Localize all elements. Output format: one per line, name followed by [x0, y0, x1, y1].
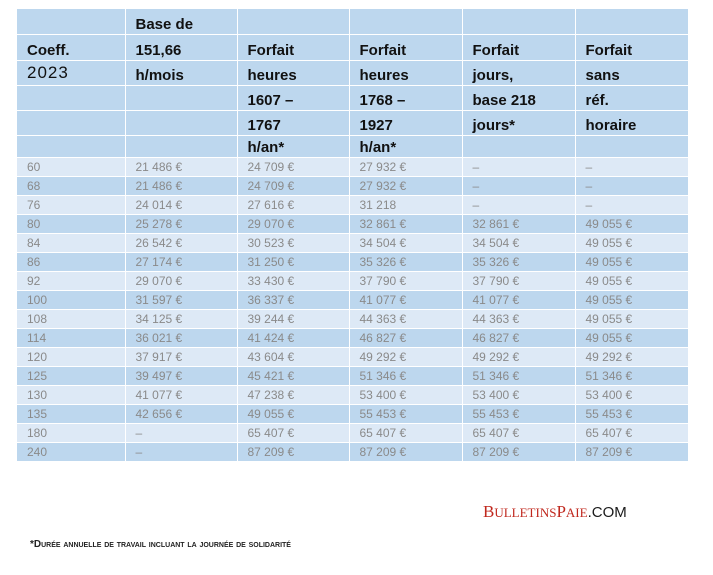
value-cell: 39 497 € [125, 367, 237, 386]
header-cell [17, 9, 125, 35]
value-cell: 35 326 € [349, 253, 462, 272]
header-cell [17, 111, 125, 136]
header-cell: Forfait [349, 35, 462, 61]
value-cell: 37 917 € [125, 348, 237, 367]
coeff-cell: 180 [17, 424, 125, 443]
value-cell: 65 407 € [237, 424, 349, 443]
value-cell: 65 407 € [575, 424, 688, 443]
table-row [17, 348, 688, 367]
header-cell: Forfait [462, 35, 575, 61]
value-cell: 49 292 € [349, 348, 462, 367]
table-row [17, 158, 688, 177]
table-row [17, 405, 688, 424]
header-cell: heures [349, 61, 462, 86]
value-cell: 36 021 € [125, 329, 237, 348]
value-cell: 53 400 € [349, 386, 462, 405]
header-cell: h/mois [125, 61, 237, 86]
value-cell: 34 504 € [462, 234, 575, 253]
coeff-cell: 84 [17, 234, 125, 253]
coeff-cell: 130 [17, 386, 125, 405]
value-cell: 31 218 [349, 196, 462, 215]
header-cell: 151,66 [125, 35, 237, 61]
coeff-cell: 80 [17, 215, 125, 234]
value-cell: – [462, 196, 575, 215]
coeff-cell: 86 [17, 253, 125, 272]
brand-initial-b: B [483, 502, 495, 521]
table-body [17, 158, 688, 462]
header-cell: heures [237, 61, 349, 86]
value-cell: 51 346 € [575, 367, 688, 386]
value-cell: 49 055 € [575, 291, 688, 310]
value-cell: 49 055 € [575, 272, 688, 291]
value-cell: 49 055 € [575, 234, 688, 253]
value-cell: 39 244 € [237, 310, 349, 329]
value-cell: 27 932 € [349, 177, 462, 196]
value-cell: 49 292 € [462, 348, 575, 367]
table-row [17, 177, 688, 196]
header-cell: 1607 – [237, 86, 349, 111]
value-cell: – [462, 177, 575, 196]
value-cell: 55 453 € [462, 405, 575, 424]
value-cell: 29 070 € [237, 215, 349, 234]
value-cell: 24 014 € [125, 196, 237, 215]
coeff-cell: 60 [17, 158, 125, 177]
value-cell: – [125, 443, 237, 462]
header-cell: Forfait [237, 35, 349, 61]
value-cell: 44 363 € [349, 310, 462, 329]
value-cell: 32 861 € [462, 215, 575, 234]
value-cell: 87 209 € [462, 443, 575, 462]
value-cell: 41 077 € [349, 291, 462, 310]
table-row [17, 196, 688, 215]
value-cell: 37 790 € [349, 272, 462, 291]
table-row [17, 215, 688, 234]
value-cell: 37 790 € [462, 272, 575, 291]
table-header [17, 9, 688, 158]
value-cell: 36 337 € [237, 291, 349, 310]
value-cell: 55 453 € [349, 405, 462, 424]
header-cell: 1927 [349, 111, 462, 136]
value-cell: 31 250 € [237, 253, 349, 272]
value-cell: 41 077 € [462, 291, 575, 310]
header-cell: 1768 – [349, 86, 462, 111]
header-cell [125, 86, 237, 111]
value-cell: 87 209 € [237, 443, 349, 462]
value-cell: 26 542 € [125, 234, 237, 253]
value-cell: – [575, 177, 688, 196]
header-cell: 1767 [237, 111, 349, 136]
value-cell: 42 656 € [125, 405, 237, 424]
value-cell: – [575, 196, 688, 215]
value-cell: 25 278 € [125, 215, 237, 234]
coeff-cell: 92 [17, 272, 125, 291]
header-cell [575, 9, 688, 35]
header-cell [17, 86, 125, 111]
header-cell: réf. [575, 86, 688, 111]
value-cell: 47 238 € [237, 386, 349, 405]
header-cell [462, 136, 575, 158]
value-cell: 49 055 € [575, 253, 688, 272]
header-cell: horaire [575, 111, 688, 136]
value-cell: 44 363 € [462, 310, 575, 329]
value-cell: 35 326 € [462, 253, 575, 272]
brand-word-aie: AIE [565, 505, 588, 520]
header-cell [349, 9, 462, 35]
brand-initial-p: P [556, 502, 566, 521]
value-cell: 41 077 € [125, 386, 237, 405]
brand-logo [483, 502, 627, 522]
value-cell: 51 346 € [349, 367, 462, 386]
value-cell: 49 055 € [575, 329, 688, 348]
header-cell [17, 136, 125, 158]
coeff-cell: 135 [17, 405, 125, 424]
table-row [17, 367, 688, 386]
coeff-cell: 100 [17, 291, 125, 310]
header-cell: Base de [125, 9, 237, 35]
header-cell [125, 136, 237, 158]
value-cell: 27 616 € [237, 196, 349, 215]
coeff-cell: 114 [17, 329, 125, 348]
coeff-cell: 240 [17, 443, 125, 462]
header-cell [125, 111, 237, 136]
header-cell: jours* [462, 111, 575, 136]
brand-word-ulletins: ULLETINS [494, 505, 557, 520]
header-cell [575, 136, 688, 158]
value-cell: 49 055 € [575, 310, 688, 329]
footnote: *Durée annuelle de travail incluant la journée de solidarité [30, 539, 291, 550]
header-cell: sans [575, 61, 688, 86]
table-row [17, 234, 688, 253]
value-cell: 45 421 € [237, 367, 349, 386]
value-cell: 34 125 € [125, 310, 237, 329]
header-cell: base 218 [462, 86, 575, 111]
value-cell: 65 407 € [462, 424, 575, 443]
header-cell: h/an* [349, 136, 462, 158]
value-cell: 41 424 € [237, 329, 349, 348]
value-cell: 24 709 € [237, 158, 349, 177]
value-cell: 46 827 € [462, 329, 575, 348]
value-cell: 24 709 € [237, 177, 349, 196]
value-cell: 46 827 € [349, 329, 462, 348]
value-cell: 87 209 € [575, 443, 688, 462]
value-cell: 21 486 € [125, 177, 237, 196]
header-cell: h/an* [237, 136, 349, 158]
value-cell: 43 604 € [237, 348, 349, 367]
header-cell: Forfait [575, 35, 688, 61]
year-label: 2023 [17, 61, 125, 86]
value-cell: 55 453 € [575, 405, 688, 424]
value-cell: – [462, 158, 575, 177]
header-cell: Coeff. [17, 35, 125, 61]
coeff-cell: 108 [17, 310, 125, 329]
value-cell: 51 346 € [462, 367, 575, 386]
header-cell [237, 9, 349, 35]
value-cell: 87 209 € [349, 443, 462, 462]
table-row [17, 386, 688, 405]
value-cell: 33 430 € [237, 272, 349, 291]
value-cell: 65 407 € [349, 424, 462, 443]
table-row [17, 424, 688, 443]
value-cell: 32 861 € [349, 215, 462, 234]
value-cell: 53 400 € [575, 386, 688, 405]
table-row [17, 443, 688, 462]
value-cell: 53 400 € [462, 386, 575, 405]
salary-table [17, 9, 689, 462]
value-cell: 30 523 € [237, 234, 349, 253]
value-cell: 49 292 € [575, 348, 688, 367]
brand-domain: .COM [587, 504, 627, 521]
value-cell: 21 486 € [125, 158, 237, 177]
value-cell: 49 055 € [575, 215, 688, 234]
value-cell: – [575, 158, 688, 177]
table-row [17, 253, 688, 272]
table-row [17, 329, 688, 348]
value-cell: 49 055 € [237, 405, 349, 424]
header-cell [462, 9, 575, 35]
header-cell: jours, [462, 61, 575, 86]
coeff-cell: 68 [17, 177, 125, 196]
table-row [17, 272, 688, 291]
value-cell: 31 597 € [125, 291, 237, 310]
value-cell: – [125, 424, 237, 443]
value-cell: 29 070 € [125, 272, 237, 291]
coeff-cell: 76 [17, 196, 125, 215]
coeff-cell: 125 [17, 367, 125, 386]
value-cell: 27 932 € [349, 158, 462, 177]
table-row [17, 310, 688, 329]
coeff-cell: 120 [17, 348, 125, 367]
value-cell: 34 504 € [349, 234, 462, 253]
table-row [17, 291, 688, 310]
value-cell: 27 174 € [125, 253, 237, 272]
